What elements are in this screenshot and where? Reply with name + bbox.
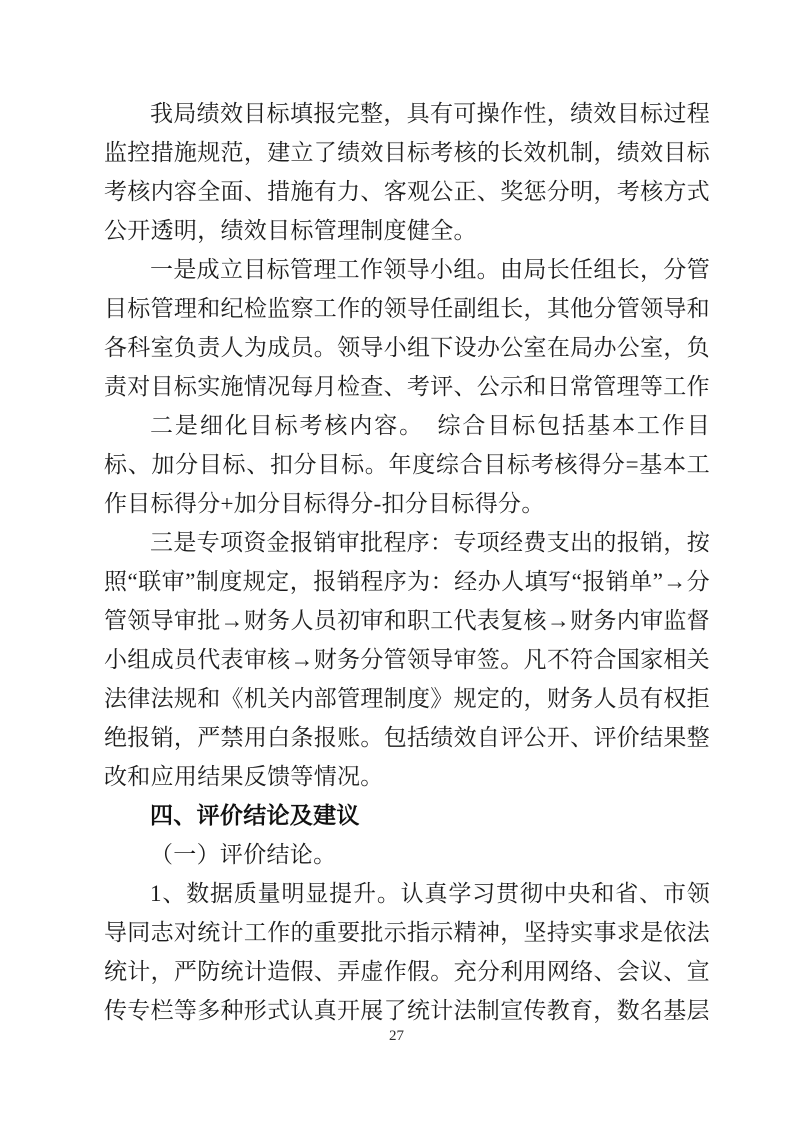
document-body bbox=[104, 94, 710, 1030]
subsection-heading-evaluation-conclusion: （一）评价结论。 bbox=[150, 842, 337, 867]
paragraph-reimbursement-procedure: 三是专项资金报销审批程序：专项经费支出的报销，按照“联审”制度规定，报销程序为：经办人填写“报销单”→分管领导审批→财务人员初审和职工代表复核→财务内审监督小组成员代表审核→财务分管领导审签。凡不符合国家相关法律法规和《机关内部管理制度》规定的，财务人员有权拒绝报销，严禁用白条报账。包括绩效自评公开、评价结果整改和应用结果反馈等情况。 bbox=[104, 530, 710, 789]
paragraph-leading-group: 一是成立目标管理工作领导小组。由局长任组长，分管目标管理和纪检监察工作的领导任副组长，其他分管领导和各科室负责人为成员。领导小组下设办公室在局办公室，负责对目标实施情况每月检查、考评、公示和日常管理等工作 bbox=[104, 257, 710, 399]
paragraph-performance-targets: 我局绩效目标填报完整，具有可操作性，绩效目标过程监控措施规范，建立了绩效目标考核的长效机制，绩效目标考核内容全面、措施有力、客观公正、奖惩分明，考核方式公开透明，绩效目标管理制度健全。 bbox=[104, 101, 710, 243]
section-heading-conclusions: 四、评价结论及建议 bbox=[150, 802, 360, 828]
paragraph-data-quality: 1、数据质量明显提升。认真学习贯彻中央和省、市领导同志对统计工作的重要批示指示精神，坚持实事求是依法统计，严防统计造假、弄虚作假。充分利用网络、会议、宣传专栏等多种形式认真开展了统计法制宣传教育，数名基层 bbox=[104, 881, 710, 1023]
page-number: 27 bbox=[389, 1028, 404, 1044]
paragraph-assessment-content: 二是细化目标考核内容。 综合目标包括基本工作目标、加分目标、扣分目标。年度综合目标考核得分=基本工作目标得分+加分目标得分-扣分目标得分。 bbox=[104, 413, 710, 516]
